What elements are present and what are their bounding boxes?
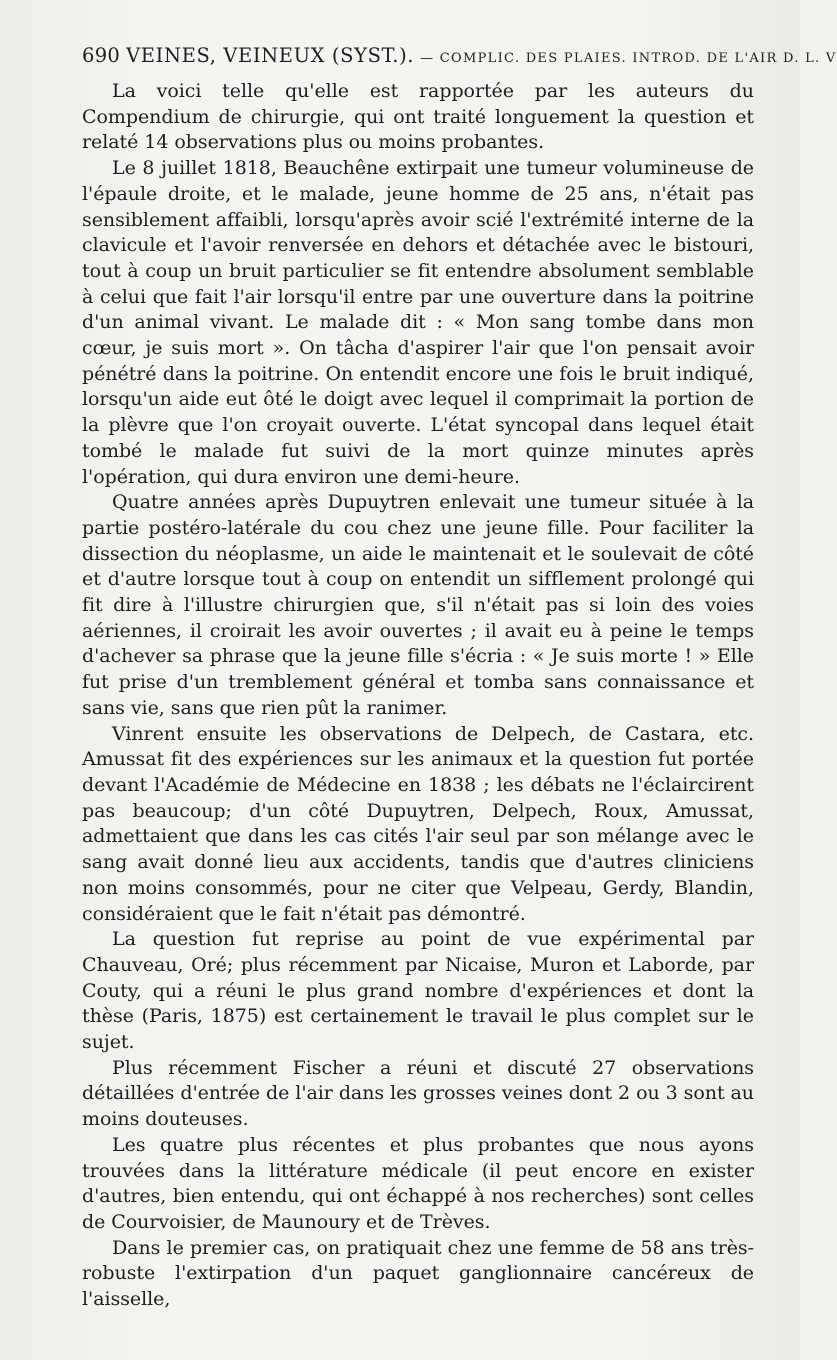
paragraph: La question fut reprise au point de vue expérimental par Chauveau, Oré; plus récemment par Nicaise, Muron et Laborde, par Couty, qui a réuni le plus grand nombre d'expériences et dont la thèse (Paris, 1875) est certainement le travail le plus complet sur le sujet. <box>82 928 754 1054</box>
paragraph: Quatre années après Dupuytren enlevait une tumeur située à la partie postéro-latérale du cou chez une jeune fille. Pour faciliter la dissection du néoplasme, un aide le maintenait et le soulevait de côté et d'autre lorsque tout à coup on entendit un sifflement prolongé qui fit dire à l'illustre chirurgien que, s'il n'était pas si loin des voies aériennes, il croirait les avoir ouvertes ; il avait eu à peine le temps d'achever sa phrase que la jeune fille s'écria : « Je suis morte ! » Elle fut prise d'un tremblement général et tomba sans connaissance et sans vie, sans que rien pût la ranimer. <box>82 491 754 719</box>
page-number: 690 <box>82 44 121 67</box>
running-head-subtitle: — COMPLIC. DES PLAIES. INTROD. DE L'AIR D. L. V <box>420 51 837 66</box>
body-text <box>82 79 754 1313</box>
running-head <box>82 42 837 73</box>
paragraph: Vinrent ensuite les observations de Delpech, de Castara, etc. Amussat fit des expériences sur les animaux et la question fut portée devant l'Académie de Médecine en 1838 ; les débats ne l'éclaircirent pas beaucoup; d'un côté Dupuytren, Delpech, Roux, Amussat, admettaient que dans les cas cités l'air seul par son mélange avec le sang avait donné lieu aux accidents, tandis que d'autres cliniciens non moins consommés, pour ne citer que Velpeau, Gerdy, Blandin, considéraient que le fait n'était pas démontré. <box>82 722 754 925</box>
paragraph: Les quatre plus récentes et plus probantes que nous ayons trouvées dans la littérature médicale (il peut encore en exister d'autres, bien entendu, qui ont échappé à nos recherches) sont celles de Courvoisier, de Maunoury et de Trèves. <box>82 1133 754 1233</box>
paragraph: Le 8 juillet 1818, Beauchêne extirpait une tumeur volumineuse de l'épaule droite, et le malade, jeune homme de 25 ans, n'était pas sensiblement affaibli, lorsqu'après avoir scié l'extrémité interne de la clavicule et l'avoir renversée en dehors et détachée avec le bistouri, tout à coup un bruit particulier se fit entendre absolument semblable à celui que fait l'air lorsqu'il entre par une ouverture dans la poitrine d'un animal vivant. Le malade dit : « Mon sang tombe dans mon cœur, je suis mort ». On tâcha d'aspirer l'air que l'on pensait avoir pénétré dans la poitrine. On entendit encore une fois le bruit indiqué, lorsqu'un aide eut ôté le doigt avec lequel il comprimait la portion de la plèvre que l'on croyait ouverte. L'état syncopal dans lequel était tombé le malade fut suivi de la mort quinze minutes après l'opération, qui dura environ une demi-heure. <box>82 157 754 488</box>
paragraph: Dans le premier cas, on pratiquait chez une femme de 58 ans très-robuste l'extirpation d'un paquet ganglionnaire cancéreux de l'aisselle, <box>82 1236 754 1311</box>
running-head-title: VEINES, VEINEUX (SYST.). <box>126 44 415 67</box>
paragraph: Plus récemment Fischer a réuni et discuté 27 observations détaillées d'entrée de l'air dans les grosses veines dont 2 ou 3 sont au moins douteuses. <box>82 1056 754 1131</box>
paragraph: La voici telle qu'elle est rapportée par les auteurs du Compendium de chirurgie, qui ont traité longuement la question et relaté 14 observations plus ou moins probantes. <box>82 80 754 154</box>
